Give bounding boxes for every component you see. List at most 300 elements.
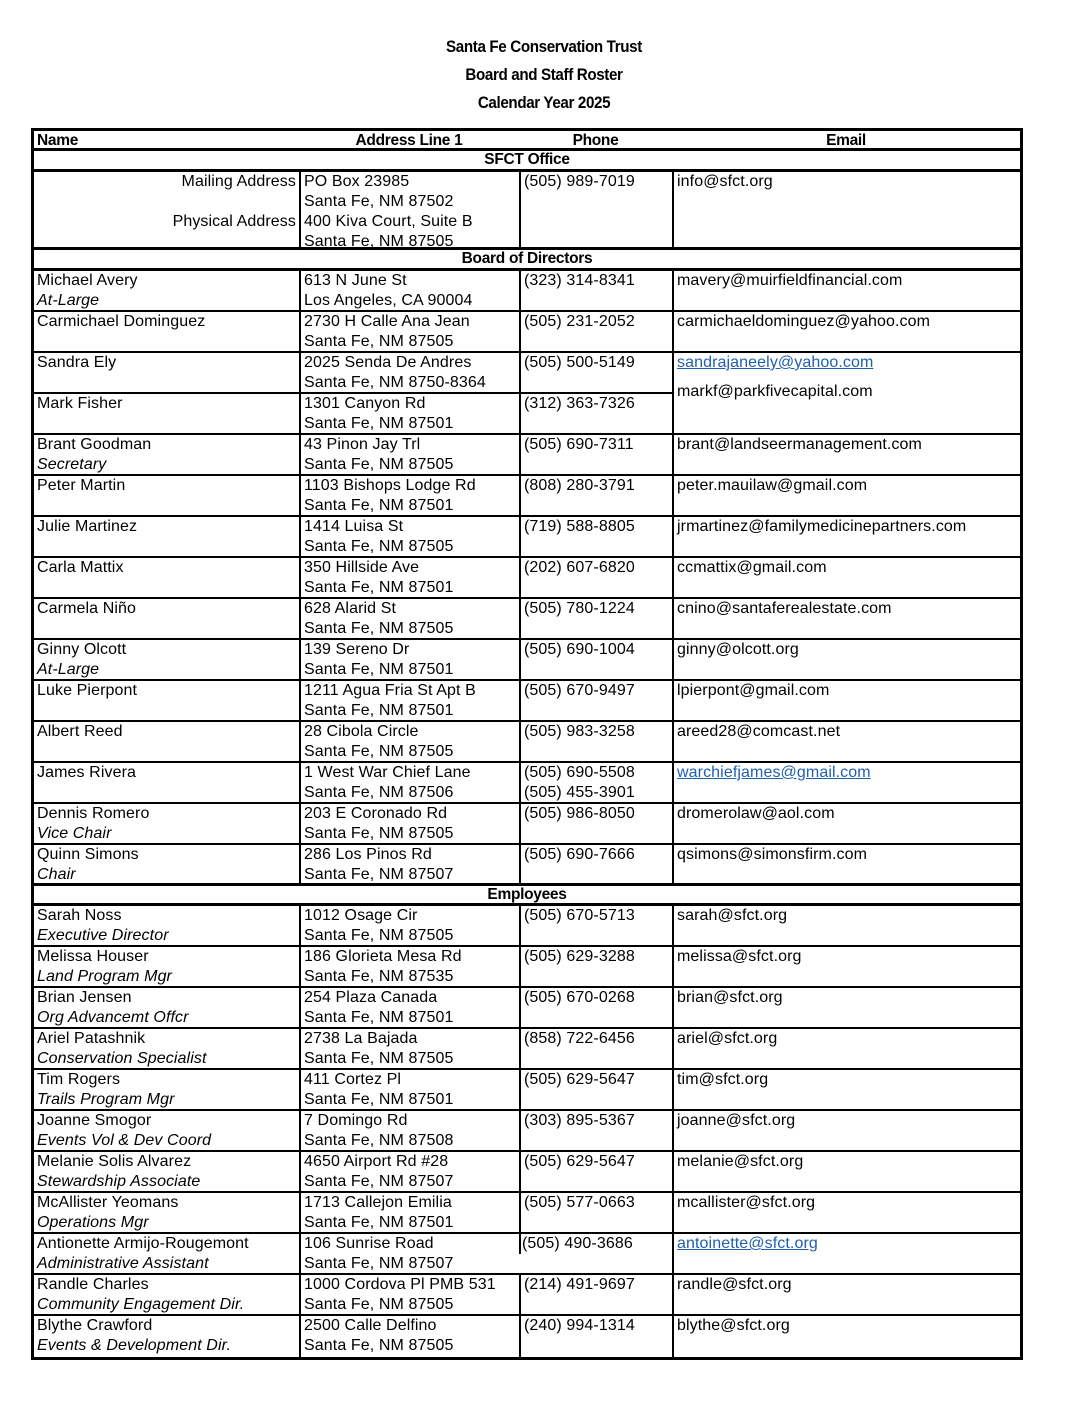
address-cell [299,722,519,761]
phone-number: (505) 629-5647 [524,1071,635,1088]
address-line2: Santa Fe, NM 8750-8364 [304,374,486,391]
table-row [34,517,1020,558]
person-role: At-Large [37,661,100,678]
person-name: Albert Reed [37,723,123,740]
name-cell [34,1029,299,1068]
email-address: jrmartinez@familymedicinepartners.com [677,518,967,535]
person-role: Operations Mgr [37,1214,149,1231]
address-cell [299,1152,519,1191]
address-line1: 2500 Calle Delfino [304,1317,437,1334]
mailing-line2: Santa Fe, NM 87502 [304,193,454,210]
email-address: blythe@sfct.org [677,1317,790,1334]
address-line1: 7 Domingo Rd [304,1112,408,1129]
person-name: Antionette Armijo-Rougemont [37,1235,249,1252]
phone-number: (214) 491-9697 [524,1276,635,1293]
table-row [34,988,1020,1029]
physical-line1: 400 Kiva Court, Suite B [304,213,473,230]
phone-number: (505) 577-0663 [524,1194,635,1211]
name-cell [34,947,299,986]
person-name: Luke Pierpont [37,682,138,699]
person-name: Melanie Solis Alvarez [37,1153,192,1170]
phone-number: (312) 363-7326 [524,395,635,412]
email-cell [672,476,1020,515]
person-name: Dennis Romero [37,805,150,822]
office-email: info@sfct.org [672,172,1020,247]
table-row [34,1234,1020,1275]
name-cell [34,1275,299,1314]
table-row [34,1275,1020,1316]
email-cell [672,382,1020,433]
phone-number: (505) 629-3288 [524,948,635,965]
table-row [34,804,1020,845]
email-address: randle@sfct.org [677,1276,792,1293]
phone-number: (858) 722-6456 [524,1030,635,1047]
email-address: mavery@muirfieldfinancial.com [677,272,903,289]
phone-cell [519,763,672,802]
person-name: Tim Rogers [37,1071,121,1088]
office-labels [34,172,299,247]
phone-cell [519,394,672,433]
address-line1: 106 Sunrise Road [304,1235,434,1252]
document-title-block [0,33,1088,117]
name-cell [34,517,299,556]
name-cell [34,988,299,1027]
email-cell [672,988,1020,1027]
email-cell [672,271,1020,310]
address-line2: Santa Fe, NM 87505 [304,927,454,944]
address-line2: Santa Fe, NM 87501 [304,579,454,596]
address-line1: 1414 Luisa St [304,518,404,535]
address-line1: 1713 Callejon Emilia [304,1194,452,1211]
email-cell [672,640,1020,679]
name-cell [34,1234,299,1273]
phone-cell [519,947,672,986]
phone-cell [519,517,672,556]
phone-cell [519,1234,672,1273]
phone-number: (505) 780-1224 [524,600,635,617]
email-link[interactable]: antoinette@sfct.org [677,1235,818,1252]
office-row [34,172,1020,250]
email-address: sarah@sfct.org [677,907,788,924]
address-cell [299,476,519,515]
address-cell [299,271,519,310]
table-row [34,947,1020,988]
address-line1: 4650 Airport Rd #28 [304,1153,449,1170]
address-cell [299,804,519,843]
address-line2: Santa Fe, NM 87507 [304,866,454,883]
roster-table [31,128,1023,1360]
name-cell [34,394,299,433]
name-cell [34,353,299,392]
address-cell [299,845,519,883]
address-line2: Santa Fe, NM 87505 [304,1296,454,1313]
table-row [34,1111,1020,1152]
header-email: Email [826,132,866,148]
header-name: Name [37,132,79,148]
table-row [34,1070,1020,1111]
org-title: Santa Fe Conservation Trust [446,38,642,56]
address-line1: 2738 La Bajada [304,1030,418,1047]
phone-cell [519,271,672,310]
address-line1: 628 Alarid St [304,600,397,617]
email-address: brian@sfct.org [677,989,783,1006]
email-cell [672,722,1020,761]
phone-number: (505) 670-9497 [524,682,635,699]
address-cell [299,599,519,638]
mailing-address-label: Mailing Address [181,173,296,190]
person-name: Julie Martinez [37,518,138,535]
address-cell [299,1193,519,1232]
email-address: tim@sfct.org [677,1071,769,1088]
address-line2: Santa Fe, NM 87505 [304,743,454,760]
address-cell [299,640,519,679]
person-name: Randle Charles [37,1276,149,1293]
address-cell [299,947,519,986]
address-cell [299,1234,519,1273]
phone-number: (505) 690-7311 [524,436,634,453]
address-line2: Santa Fe, NM 87501 [304,415,454,432]
person-name: Carmela Niño [37,600,137,617]
person-name: Brant Goodman [37,436,152,453]
address-cell [299,312,519,351]
email-cell [672,1029,1020,1068]
phone-number: (505) 690-7666 [524,846,635,863]
table-header-row [34,131,1020,151]
person-role: Events & Development Dir. [37,1337,231,1354]
person-name: Mark Fisher [37,395,123,412]
address-line2: Santa Fe, NM 87506 [304,784,454,801]
person-role: Land Program Mgr [37,968,172,985]
address-cell [299,353,519,392]
person-name: Quinn Simons [37,846,139,863]
phone-number: (505) 500-5149 [524,354,635,371]
person-role: Executive Director [37,927,169,944]
address-line2: Santa Fe, NM 87507 [304,1255,454,1272]
person-name: Sandra Ely [37,354,117,371]
phone-number: (240) 994-1314 [524,1317,635,1334]
phone-cell [519,476,672,515]
name-cell [34,1111,299,1150]
address-line1: 1211 Agua Fria St Apt B [304,682,476,699]
email-cell [672,312,1020,351]
address-line1: 186 Glorieta Mesa Rd [304,948,462,965]
office-address [299,172,519,247]
person-role: Community Engagement Dir. [37,1296,245,1313]
table-row [34,1152,1020,1193]
table-row [34,435,1020,476]
email-address: ariel@sfct.org [677,1030,778,1047]
name-cell [34,435,299,474]
email-address: ginny@olcott.org [677,641,799,658]
email-cell [672,947,1020,986]
phone-cell [519,804,672,843]
email-address: qsimons@simonsfirm.com [677,846,868,863]
phone-number: (303) 895-5367 [524,1112,635,1129]
address-line1: 1 West War Chief Lane [304,764,471,781]
email-cell [672,435,1020,474]
address-cell [299,988,519,1027]
address-line2: Santa Fe, NM 87507 [304,1173,454,1190]
phone-cell [519,640,672,679]
phone-cell [519,1275,672,1314]
name-cell [34,1316,299,1357]
phone-cell [519,312,672,351]
address-line1: 613 N June St [304,272,407,289]
address-line1: 28 Cibola Circle [304,723,419,740]
header-address: Address Line 1 [355,132,463,148]
name-cell [34,1193,299,1232]
address-line2: Santa Fe, NM 87501 [304,661,454,678]
person-name: McAllister Yeomans [37,1194,179,1211]
email-cell [672,1275,1020,1314]
address-line2: Santa Fe, NM 87505 [304,620,454,637]
phone-cell [519,435,672,474]
email-cell [672,845,1020,883]
email-cell [672,804,1020,843]
person-name: Peter Martin [37,477,126,494]
address-line1: 1012 Osage Cir [304,907,418,924]
address-line2: Santa Fe, NM 87505 [304,456,454,473]
physical-address-label: Physical Address [172,213,296,230]
name-cell [34,558,299,597]
section-header-employees [34,886,1020,906]
name-cell [34,1152,299,1191]
address-line2: Santa Fe, NM 87505 [304,1337,454,1354]
email-address: dromerolaw@aol.com [677,805,835,822]
address-line1: 1301 Canyon Rd [304,395,426,412]
email-address: peter.mauilaw@gmail.com [677,477,868,494]
person-role: Conservation Specialist [37,1050,207,1067]
email-cell [672,1070,1020,1109]
phone-cell [519,988,672,1027]
email-cell [672,1193,1020,1232]
address-line1: 43 Pinon Jay Trl [304,436,421,453]
phone-cell [519,722,672,761]
phone-number: (505) 690-5508 [524,764,635,781]
email-link[interactable]: sandrajaneely@yahoo.com [677,354,874,371]
email-cell [672,1111,1020,1150]
table-row [34,763,1020,804]
phone-number: (505) 231-2052 [524,313,635,330]
phone-cell [519,681,672,720]
phone-cell [519,906,672,945]
address-line2: Santa Fe, NM 87508 [304,1132,454,1149]
phone-number-alt: (505) 455-3901 [524,784,635,801]
person-name: Carla Mattix [37,559,124,576]
address-line2: Santa Fe, NM 87505 [304,538,454,555]
email-address: melanie@sfct.org [677,1153,804,1170]
phone-cell [519,599,672,638]
roster-title: Board and Staff Roster [465,66,623,84]
email-address: lpierpont@gmail.com [677,682,830,699]
address-cell [299,394,519,433]
address-cell [299,435,519,474]
phone-number: (202) 607-6820 [524,559,635,576]
section-title: Board of Directors [461,250,593,267]
physical-line2: Santa Fe, NM 87505 [304,233,454,247]
phone-cell [519,1029,672,1068]
person-name: Michael Avery [37,272,138,289]
address-line2: Santa Fe, NM 87505 [304,825,454,842]
phone-cell [519,1070,672,1109]
name-cell [34,476,299,515]
address-line1: 411 Cortez Pl [304,1071,402,1088]
email-cell [672,681,1020,720]
address-line1: 1103 Bishops Lodge Rd [304,477,476,494]
mailing-line1: PO Box 23985 [304,173,410,190]
person-name: Ariel Patashnik [37,1030,146,1047]
person-name: Ginny Olcott [37,641,127,658]
address-cell [299,1275,519,1314]
phone-number: (323) 314-8341 [524,272,635,289]
email-cell [672,558,1020,597]
phone-cell [519,1152,672,1191]
name-cell [34,640,299,679]
person-name: Brian Jensen [37,989,132,1006]
address-line2: Santa Fe, NM 87501 [304,702,454,719]
table-row [34,845,1020,886]
email-address: joanne@sfct.org [677,1112,796,1129]
email-cell [672,1316,1020,1357]
phone-cell [519,1316,672,1357]
address-cell [299,1070,519,1109]
person-role: Secretary [37,456,107,473]
table-row [34,383,1020,435]
phone-number: (719) 588-8805 [524,518,635,535]
employee-rows [34,906,1020,1357]
email-address: brant@landseermanagement.com [677,436,922,453]
table-row [34,312,1020,353]
address-line2: Santa Fe, NM 87535 [304,968,454,985]
phone-number: (505) 983-3258 [524,723,635,740]
address-line2: Santa Fe, NM 87501 [304,1214,454,1231]
email-address: mcallister@sfct.org [677,1194,816,1211]
email-address: melissa@sfct.org [677,948,802,965]
name-cell [34,845,299,883]
address-line1: 2730 H Calle Ana Jean [304,313,470,330]
name-cell [34,599,299,638]
table-row [34,558,1020,599]
person-name: Blythe Crawford [37,1317,153,1334]
email-address: areed28@comcast.net [677,723,841,740]
table-row [34,476,1020,517]
person-role: Vice Chair [37,825,112,842]
phone-number: (808) 280-3791 [524,477,635,494]
person-role: Trails Program Mgr [37,1091,175,1108]
address-line2: Santa Fe, NM 87501 [304,497,454,514]
address-line2: Los Angeles, CA 90004 [304,292,473,309]
address-line1: 139 Sereno Dr [304,641,410,658]
address-cell [299,681,519,720]
phone-cell [519,1193,672,1232]
phone-cell [519,845,672,883]
phone-number: (505) 690-1004 [524,641,635,658]
person-role: Chair [37,866,76,883]
address-cell [299,1111,519,1150]
table-row [34,1193,1020,1234]
address-cell [299,558,519,597]
phone-number: (505) 670-5713 [524,907,635,924]
address-cell [299,763,519,802]
person-name: James Rivera [37,764,137,781]
address-line2: Santa Fe, NM 87501 [304,1009,454,1026]
section-title: SFCT Office [484,151,570,168]
name-cell [34,722,299,761]
phone-cell [519,353,672,392]
address-line2: Santa Fe, NM 87505 [304,333,454,350]
email-cell [672,1234,1020,1273]
person-role: Stewardship Associate [37,1173,201,1190]
email-link[interactable]: warchiefjames@gmail.com [677,764,871,781]
header-phone: Phone [572,132,619,148]
email-cell [672,906,1020,945]
name-cell [34,906,299,945]
name-cell [34,312,299,351]
table-row [34,1029,1020,1070]
address-cell [299,1029,519,1068]
person-name: Carmichael Dominguez [37,313,206,330]
table-row [34,722,1020,763]
email-cell [672,599,1020,638]
person-role: Administrative Assistant [37,1255,209,1272]
name-cell [34,763,299,802]
phone-number: (505) 986-8050 [524,805,635,822]
email-cell [672,517,1020,556]
email-address: cnino@santaferealestate.com [677,600,892,617]
table-row [34,640,1020,681]
address-line1: 254 Plaza Canada [304,989,438,1006]
address-cell [299,1316,519,1357]
address-line1: 1000 Cordova Pl PMB 531 [304,1276,496,1293]
address-line1: 2025 Senda De Andres [304,354,472,371]
person-role: Events Vol & Dev Coord [37,1132,212,1149]
table-row [34,271,1020,312]
table-row [34,599,1020,640]
year-title: Calendar Year 2025 [477,94,611,112]
name-cell [34,804,299,843]
email-address: carmichaeldominguez@yahoo.com [677,313,931,330]
person-role: Org Advancemt Offcr [37,1009,189,1026]
address-line1: 350 Hillside Ave [304,559,420,576]
person-name: Melissa Houser [37,948,149,965]
section-header-board [34,250,1020,271]
email-address: ccmattix@gmail.com [677,559,827,576]
address-line1: 286 Los Pinos Rd [304,846,432,863]
person-role: At-Large [37,292,100,309]
email-cell [672,763,1020,802]
address-line2: Santa Fe, NM 87501 [304,1091,454,1108]
address-line2: Santa Fe, NM 87505 [304,1050,454,1067]
board-rows [34,271,1020,886]
section-header-office [34,151,1020,172]
address-cell [299,517,519,556]
office-phone: (505) 989-7019 [519,172,672,247]
address-cell [299,906,519,945]
phone-number: (505) 670-0268 [524,989,635,1006]
table-row [34,681,1020,722]
name-cell [34,271,299,310]
section-title: Employees [487,886,567,903]
phone-number: (505) 629-5647 [524,1153,635,1170]
phone-number: (505) 490-3686 [522,1235,633,1252]
email-address: markf@parkfivecapital.com [677,383,873,400]
table-row [34,906,1020,947]
phone-cell [519,1111,672,1150]
person-name: Joanne Smogor [37,1112,152,1129]
name-cell [34,1070,299,1109]
email-cell [672,1152,1020,1191]
address-line1: 203 E Coronado Rd [304,805,448,822]
